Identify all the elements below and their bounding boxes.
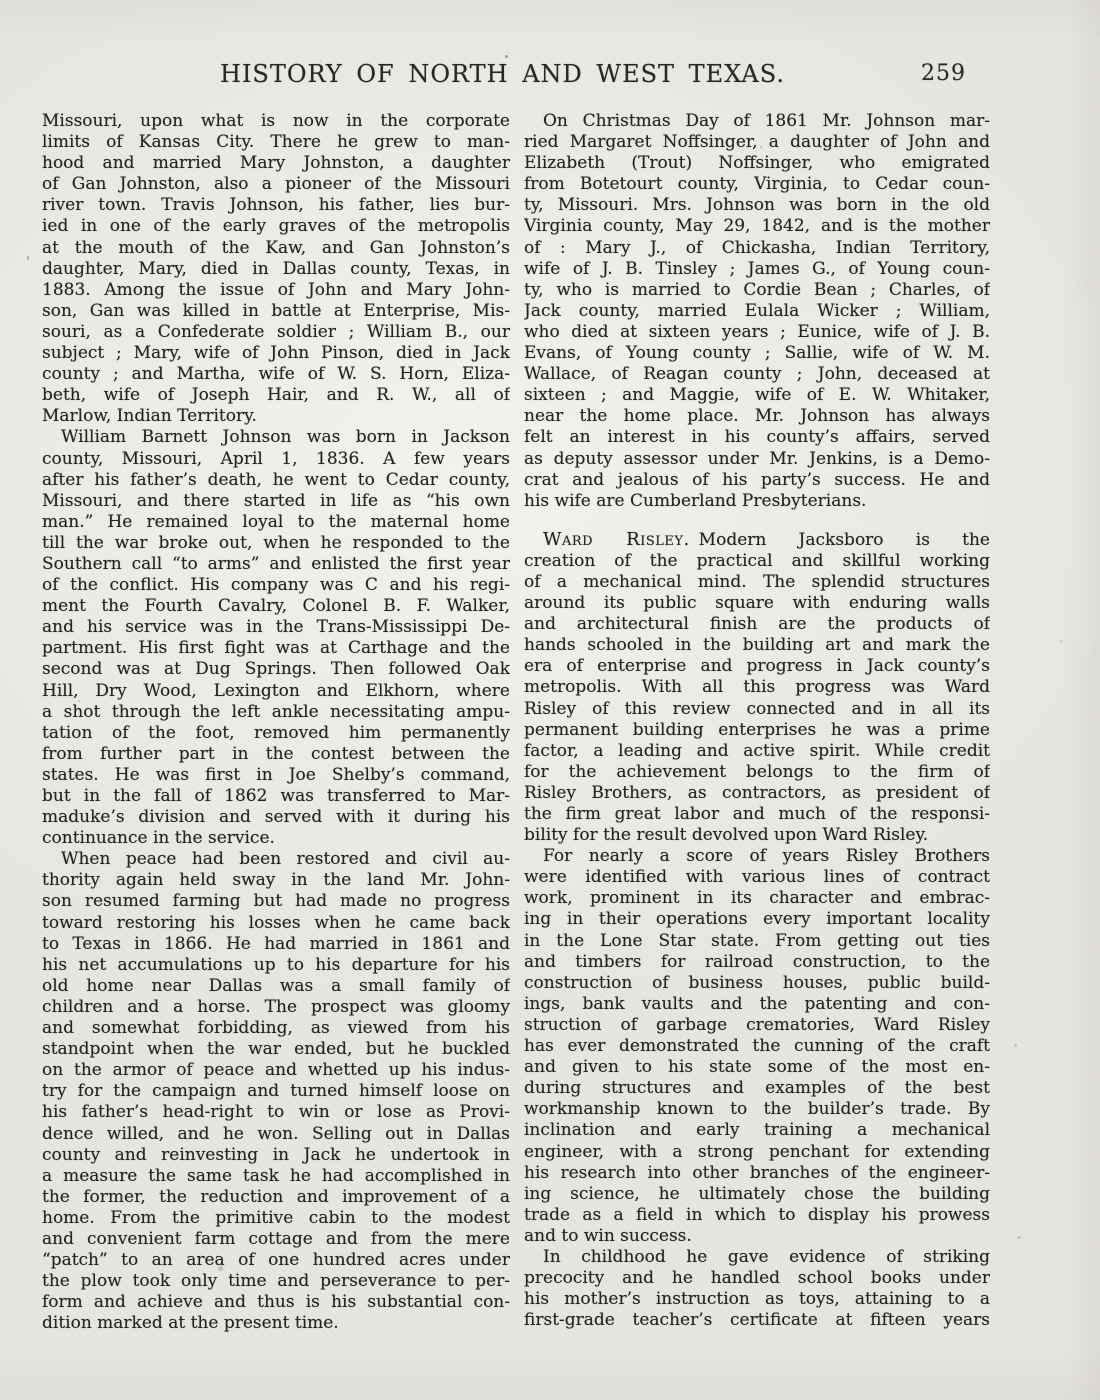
text-line: Risley Brothers, as contractors, as president of (524, 782, 990, 803)
text-line: tation of the foot, removed him permanently (42, 722, 510, 743)
text-line: of a mechanical mind. The splendid structures (524, 571, 990, 592)
text-line: after his father’s death, he went to Cedar county, (42, 469, 510, 490)
text-line: home. From the primitive cabin to the modest (42, 1207, 510, 1228)
text-line: Ward Risley. Modern Jacksboro is the (543, 528, 990, 550)
text-line: the plow took only time and perseverance to per- (42, 1271, 510, 1292)
text-line: ty, Missouri. Mrs. Johnson was born in the old (524, 195, 990, 216)
column-left (42, 111, 510, 1334)
paragraph (42, 111, 510, 427)
text-line: workmanship known to the builder’s trade. By (524, 1099, 990, 1120)
paragraph (524, 1247, 990, 1331)
text-line: as deputy assessor under Mr. Jenkins, is a Demo- (524, 448, 990, 469)
paragraph (524, 846, 990, 1247)
text-line: ty, who is married to Cordie Bean ; Charles, of (524, 279, 990, 300)
paper-speck (1017, 1236, 1021, 1239)
text-line: river town. Travis Johnson, his father, lies bur- (42, 195, 510, 216)
text-line: county and reinvesting in Jack he undertook in (42, 1144, 510, 1165)
text-line: Wallace, of Reagan county ; John, deceased at (524, 364, 990, 385)
text-line: struction of garbage crematories, Ward Risley (524, 1014, 990, 1035)
text-line: permanent building enterprises he was a prime (524, 719, 990, 740)
text-line: Hill, Dry Wood, Lexington and Elkhorn, where (42, 680, 510, 701)
text-line: the firm great labor and much of the responsi- (524, 804, 990, 824)
text-line: man.” He remained loyal to the maternal home (42, 511, 510, 532)
text-line: of : Mary J., of Chickasha, Indian Territory, (524, 237, 990, 258)
text-line: crat and jealous of his party’s success. He and (524, 469, 990, 490)
text-line: Evans, of Young county ; Sallie, wife of W. M. (524, 343, 990, 364)
text-line: states. He was first in Joe Shelby’s command, (42, 764, 510, 785)
text-line: “patch” to an area of one hundred acres under (42, 1250, 510, 1271)
text-line: era of enterprise and progress in Jack county’s (524, 656, 990, 677)
paper-speck (78, 700, 80, 702)
text-line: ing science, he ultimately chose the building (524, 1183, 990, 1204)
page-number: 259 (921, 61, 966, 86)
text-line: who died at sixteen years ; Eunice, wife of J. B. (524, 321, 990, 342)
text-line: to Texas in 1866. He had married in 1861 and (42, 933, 510, 954)
text-line: On Christmas Day of 1861 Mr. Johnson mar- (543, 111, 990, 131)
paper-speck (1060, 640, 1063, 643)
paper-speck (218, 1266, 223, 1271)
text-line: a shot through the left ankle necessitating ampu- (42, 701, 510, 722)
text-line: hood and married Mary Johnston, a daughter (42, 153, 510, 174)
text-line: in the Lone Star state. From getting out ties (524, 930, 990, 951)
text-line: has ever demonstrated the cunning of the craft (524, 1036, 990, 1057)
text-line: son, Gan was killed in battle at Enterprise, Mis- (42, 300, 510, 321)
text-line: were identified with various lines of contract (524, 867, 990, 888)
text-line: beth, wife of Joseph Hair, and R. W., all of (42, 385, 510, 406)
text-line: Virginia county, May 29, 1842, and is the mother (524, 216, 990, 237)
text-line: old home near Dallas was a small family of (42, 975, 510, 996)
paper-speck (760, 146, 762, 148)
text-line: near the home place. Mr. Johnson has always (524, 406, 990, 427)
paper-speck (320, 60, 322, 62)
text-line: construction of business houses, public build- (524, 972, 990, 993)
text-line: precocity and he handled school books under (524, 1268, 990, 1289)
running-head (0, 60, 1100, 94)
text-line: hands schooled in the building art and mark the (524, 635, 990, 656)
text-line: and his service was in the Trans-Mississippi De- (42, 617, 510, 638)
text-line: and to win success. (524, 1225, 692, 1246)
text-line: metropolis. With all this progress was Ward (524, 677, 990, 698)
text-line: and somewhat forbidding, as viewed from his (42, 1018, 510, 1039)
text-line: but in the fall of 1862 was transferred to Mar- (42, 786, 510, 806)
text-line: dition marked at the present time. (42, 1313, 339, 1334)
text-line: of the conflict. His company was C and his regi- (42, 575, 510, 596)
text-line: work, prominent in its character and embrac- (524, 888, 990, 909)
text-line: Missouri, and there started in life as “his own (42, 490, 510, 511)
text-line: felt an interest in his county’s affairs, served (524, 427, 990, 448)
text-line: factor, a leading and active spirit. While credit (524, 740, 990, 761)
text-line: thority again held sway in the land Mr. John- (42, 870, 510, 891)
text-line: his wife are Cumberland Presbyterians. (524, 490, 867, 511)
text-line: children and a horse. The prospect was gloomy (42, 996, 510, 1017)
text-line: Elizabeth (Trout) Noffsinger, who emigrated (524, 153, 990, 174)
text-line: county ; and Martha, wife of W. S. Horn, Eliza- (42, 364, 510, 385)
text-line: the former, the reduction and improvement of a (42, 1186, 510, 1207)
text-line: a measure the same task he had accomplished in (42, 1165, 510, 1186)
text-line: from further part in the contest between the (42, 743, 510, 764)
text-line: limits of Kansas City. There he grew to man- (42, 132, 510, 153)
text-line: trade as a field in which to display his prowess (524, 1204, 990, 1225)
text-line: partment. His first fight was at Carthage and the (42, 638, 510, 659)
text-line: and given to his state some of the most en- (524, 1057, 990, 1078)
text-line: ment the Fourth Cavalry, Colonel B. F. Walker, (42, 596, 510, 617)
section-lead-name: Ward Risley. (543, 528, 690, 550)
text-line: Missouri, upon what is now in the corporate (42, 111, 510, 131)
text-line: from Botetourt county, Virginia, to Cedar coun- (524, 174, 990, 195)
text-line: for the achievement belongs to the firm of (524, 761, 990, 782)
text-line: inclination and early training a mechanical (524, 1120, 990, 1141)
text-line: second was at Dug Springs. Then followed Oak (42, 659, 510, 680)
text-line: Marlow, Indian Territory. (42, 406, 257, 427)
text-line: and convenient farm cottage and from the mere (42, 1228, 510, 1249)
text-line: ings, bank vaults and the patenting and con- (524, 993, 990, 1014)
text-line: and architectural finish are the products of (524, 614, 990, 635)
text-line: continuance in the service. (42, 828, 275, 849)
text-line: first-grade teacher’s certificate at fifteen years (524, 1310, 990, 1331)
text-line: Risley of this review connected and in all its (524, 698, 990, 719)
text-line: wife of J. B. Tinsley ; James G., of Young coun- (524, 258, 990, 279)
text-line: try for the campaign and turned himself loose on (42, 1081, 510, 1102)
text-line: For nearly a score of years Risley Brothers (543, 846, 990, 867)
text-line: toward restoring his losses when he came back (42, 912, 510, 933)
text-line: daughter, Mary, died in Dallas county, Texas, in (42, 258, 510, 279)
text-line: during structures and examples of the best (524, 1078, 990, 1099)
paper-speck (1014, 1044, 1017, 1047)
text-line: subject ; Mary, wife of John Pinson, died in Jack (42, 343, 510, 364)
text-line: bility for the result devolved upon Ward Risley. (524, 825, 929, 846)
paragraph (524, 529, 990, 846)
text-line: his net accumulations up to his departure for his (42, 954, 510, 975)
text-line: creation of the practical and skillful working (524, 550, 990, 571)
text-line: his mother’s instruction as toys, attaining to a (524, 1289, 990, 1310)
paragraph (42, 849, 510, 1334)
paper-speck (505, 55, 508, 58)
text-line: of Gan Johnston, also a pioneer of the Missouri (42, 174, 510, 195)
text-line: his father’s head-right to win or lose as Provi- (42, 1102, 510, 1123)
text-line: his research into other branches of the engineer- (524, 1162, 990, 1183)
text-line: William Barnett Johnson was born in Jackson (61, 427, 510, 448)
text-line: When peace had been restored and civil au- (61, 849, 510, 870)
text-line: souri, as a Confederate soldier ; William B., our (42, 321, 510, 342)
text-line: ied in one of the early graves of the metropolis (42, 216, 510, 237)
text-line: In childhood he gave evidence of striking (543, 1246, 990, 1267)
text-line: dence willed, and he won. Selling out in Dallas (42, 1123, 510, 1144)
column-right (524, 111, 990, 1334)
text-line: ried Margaret Noffsinger, a daughter of John and (524, 132, 990, 153)
text-line: maduke’s division and served with it during his (42, 807, 510, 828)
text-line: sixteen ; and Maggie, wife of E. W. Whitaker, (524, 385, 990, 406)
paragraph (42, 427, 510, 849)
text-line: 1883. Among the issue of John and Mary John- (42, 279, 510, 300)
text-line: till the war broke out, when he responded to the (42, 532, 510, 553)
text-line: and timbers for railroad construction, to the (524, 951, 990, 972)
paragraph (524, 111, 990, 512)
text-line: form and achieve and thus is his substantial con- (42, 1292, 510, 1313)
page-body (42, 111, 990, 1334)
text-line: engineer, with a strong penchant for extending (524, 1141, 990, 1162)
text-line: at the mouth of the Kaw, and Gan Johnston’s (42, 237, 510, 258)
paper-speck (27, 256, 29, 260)
text-line: standpoint when the war ended, but he buckled (42, 1039, 510, 1060)
running-title: HISTORY OF NORTH AND WEST TEXAS. (220, 60, 785, 88)
text-line: on the armor of peace and whetted up his indus- (42, 1060, 510, 1081)
paper-speck (900, 920, 902, 922)
text-line: around its public square with enduring walls (524, 593, 990, 614)
text-line: Jack county, married Eulala Wicker ; William, (524, 300, 990, 321)
text-line: son resumed farming but had made no progress (42, 891, 510, 912)
text-line: ing in their operations every important locality (524, 909, 990, 930)
text-line: Southern call “to arms” and enlisted the first year (42, 553, 510, 574)
text-line: county, Missouri, April 1, 1836. A few years (42, 448, 510, 469)
